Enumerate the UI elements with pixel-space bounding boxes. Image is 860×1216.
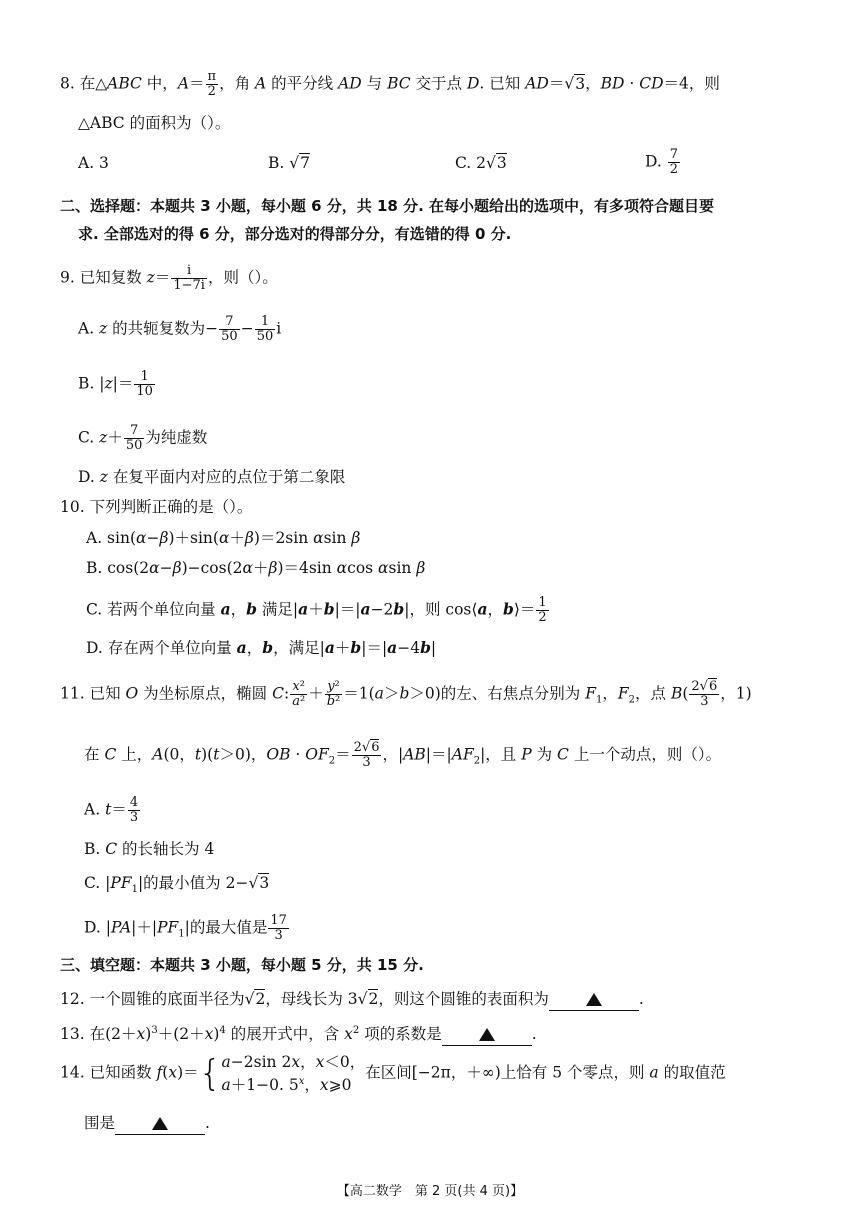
section2-heading: 二、选择题：本题共 3 小题，每小题 6 分，共 18 分. 在每小题给出的选项中，有多项符合题目要 [60, 197, 715, 215]
q11-option-d[interactable]: D. $|PA|+|PF_1|$的最大值是 $\frac{17}{3}$ [84, 913, 287, 943]
q13-answer-blank[interactable] [442, 1027, 532, 1046]
q9-option-b[interactable]: B. |z|＝ $\frac{1}{10}$ [78, 369, 153, 399]
q11-stem-line1: 11. 已知 O 为坐标原点，椭圆 C: $\frac{\text{x²}}{\text{a²}}$ ＋ $\frac{\text{y²}}{\text{b²}}$ ＝1(a＞b＞0)的左、右焦点分别为 $F_1$，$F_2$，点 B( $\frac{2√6}{3}$ ，1) [60, 679, 752, 709]
q8-option-c[interactable]: C. 2√3 [455, 154, 507, 172]
q9-option-a[interactable]: A. z 的共轭复数为− $\frac{7}{50}$ − $\frac{1}{50}$ i [78, 314, 282, 344]
triangle-icon [152, 1117, 168, 1130]
q12-answer-blank[interactable] [549, 992, 639, 1011]
q9-option-c[interactable]: C. z＋ $\frac{7}{50}$ 为纯虚数 [78, 423, 208, 453]
q8-option-d[interactable]: D. $\frac{7}{2}$ [645, 147, 679, 177]
triangle-icon [479, 1028, 495, 1041]
q11-stem-line2: 在 C 上，A(0，t)(t＞0)，OB · $OF_2=$ $\frac{2√6}{3}$ ，$|AB|=|AF_2|$，且 P 为 C 上一个动点，则（）。 [84, 740, 722, 770]
q11-option-a[interactable]: A. t＝ $\frac{4}{3}$ [84, 795, 139, 825]
triangle-icon [586, 993, 602, 1006]
section3-heading: 三、填空题：本题共 3 小题，每小题 5 分，共 15 分. [60, 956, 424, 974]
page-footer: 【高二数学 第 2 页(共 4 页)】 [336, 1184, 524, 1199]
q12-stem: 12. 一个圆锥的底面半径为√2，母线长为 3√2，则这个圆锥的表面积为 . [60, 988, 644, 1011]
q10-option-c[interactable]: C. 若两个单位向量 a，b 满足|a＋b|＝|a−2b|，则 cos⟨a，b⟩＝ $\frac{1}{2}$ [86, 595, 547, 625]
q10-option-b[interactable]: B. cos(2α−β)−cos(2α＋β)＝4sin αcos αsin β [86, 559, 426, 577]
q8-stem-line2: △ABC 的面积为（）。 [78, 114, 231, 132]
q14-stem-line2: 围是 . [84, 1112, 210, 1135]
q13-stem: 13. 在$(2+x)^3+(2+x)^4$ 的展开式中，含 $x^2$ 项的系数是 . [60, 1020, 537, 1046]
q9-stem: 9. 已知复数 z＝ $\frac{i}{1-7i}$ ，则（）。 [60, 263, 278, 293]
q8-option-b[interactable]: B. √7 [268, 154, 310, 172]
q10-stem: 10. 下列判断正确的是（）。 [60, 498, 253, 516]
q9-option-d[interactable]: D. z 在复平面内对应的点位于第二象限 [78, 468, 346, 486]
q10-option-a[interactable]: A. sin(α−β)＋sin(α＋β)＝2sin αsin β [86, 529, 361, 547]
q11-option-c[interactable]: C. $|PF_1|$的最小值为 2−√3 [84, 874, 270, 896]
q11-option-b[interactable]: B. C 的长轴长为 4 [84, 840, 215, 858]
q8-option-a[interactable]: A. 3 [78, 154, 109, 172]
q10-option-d[interactable]: D. 存在两个单位向量 a，b，满足|a＋b|＝|a−4b| [86, 638, 437, 657]
q8-stem-line1: 8. 在△ABC 中，A＝ $\frac{\pi}{2}$ ，角 A 的平分线 AD 与 BC 交于点 D. 已知 AD＝√3，BD · CD＝4，则 [60, 69, 720, 99]
section2-heading-cont: 求. 全部选对的得 6 分，部分选对的得部分分，有选错的得 0 分. [78, 225, 512, 243]
q14-stem-line1: 14. 已知函数 f(x)＝{ a−2sin 2x，x＜0， a＋1−0. 5$^x$，x⩾0 在区间[−2π，＋∞)上恰有 5 个零点，则 a 的取值范 [60, 1052, 726, 1095]
q14-answer-blank[interactable] [115, 1116, 205, 1135]
